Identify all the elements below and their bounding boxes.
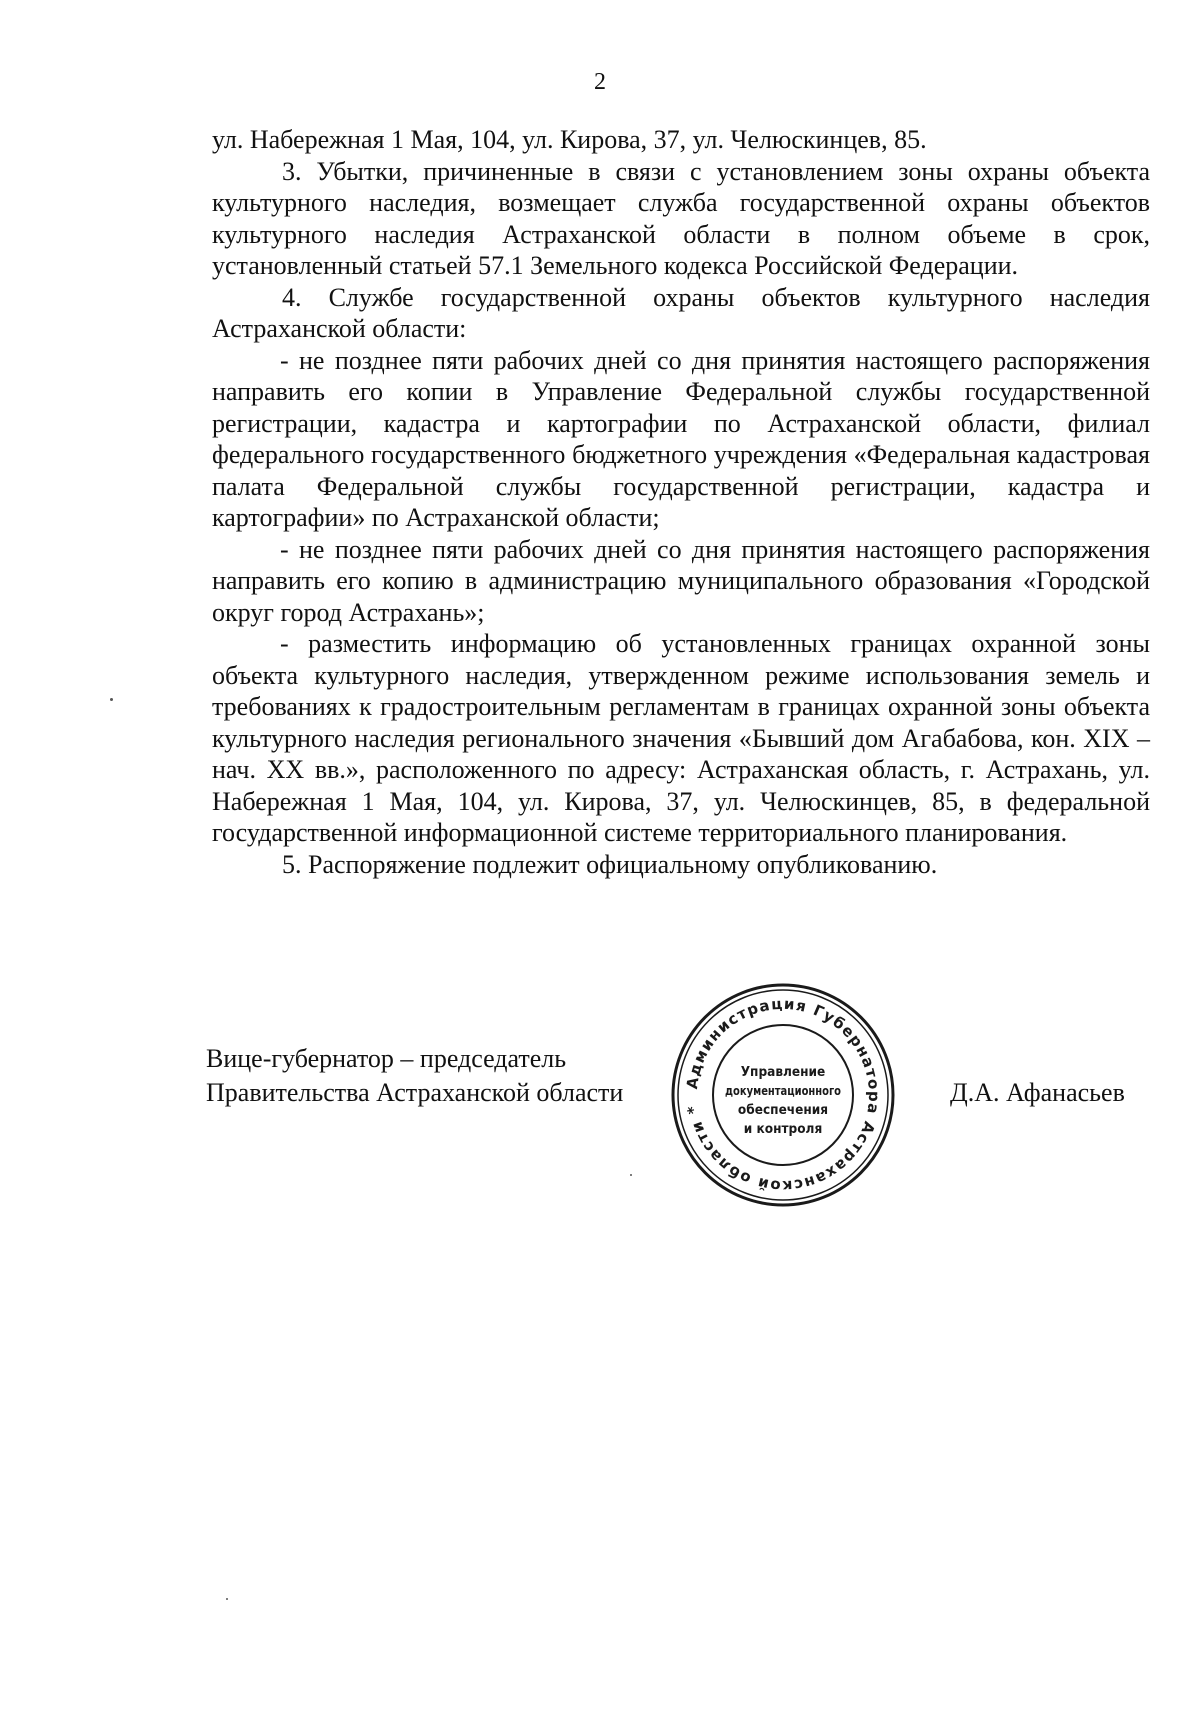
seal-center-line-4: и контроля <box>743 1121 823 1137</box>
scan-speck <box>110 698 113 701</box>
seal-center-line-3: обеспечения <box>737 1102 829 1118</box>
paragraph-item-3: 3. Убытки, причиненные в связи с установлением зоны охраны объекта культурного наследия, возмещает служба государственной охраны объектов культурного наследия Астраханской области в полном объеме в срок, установленный статьей 57.1 Земельного кодекса Российской Федерации. <box>212 156 1150 280</box>
paragraph-item-4-bullet-2: - не позднее пяти рабочих дней со дня принятия настоящего распоряжения направить его копию в администрацию муниципального образования «Городской округ город Астрахань»; <box>212 534 1150 627</box>
paragraph-item-4: 4. Службе государственной охраны объектов культурного наследия Астраханской области: <box>212 282 1150 343</box>
document-body <box>212 124 1150 880</box>
seal-center-line-2: документационного <box>725 1083 842 1098</box>
page-number: 2 <box>594 69 606 95</box>
seal-center-line-1: Управление <box>740 1064 826 1080</box>
scan-speck <box>630 1174 632 1176</box>
paragraph-item-4-bullet-3: - разместить информацию об установленных границах охранной зоны объекта культурного наследия, утвержденном режиме использования земель и требованиях к градостроительным регламентам в границах охранной зоны объекта культурного наследия регионального значения «Бывший дом Агабабова, кон. XIX – нач. XX вв.», расположенного по адресу: Астраханская область, г. Астрахань, ул. Набережная 1 Мая, 104, ул. Кирова, 37, ул. Челюскинцев, 85, в федеральной государственной информационной системе территориального планирования. <box>212 629 1150 847</box>
signer-title-line-1: Вице-губернатор – председатель <box>206 1044 567 1073</box>
signer-title <box>206 1042 623 1110</box>
signer-name: Д.А. Афанасьев <box>950 1078 1125 1107</box>
paragraph-item-5: 5. Распоряжение подлежит официальному опубликованию. <box>282 849 938 879</box>
paragraph-item-4-bullet-1: - не позднее пяти рабочих дней со дня принятия настоящего распоряжения направить его копии в Управление Федеральной службы государственной регистрации, кадастра и картографии по Астраханской области, филиал федерального государственного бюджетного учреждения «Федеральная кадастровая палата Федеральной службы государственной регистрации, кадастра и картографии» по Астраханской области; <box>212 345 1150 532</box>
seal-ring-text: Администрация Губернатора Астраханской области * <box>683 994 884 1196</box>
official-seal-stamp <box>668 980 898 1210</box>
seal-icon <box>668 980 898 1210</box>
scan-speck <box>226 1598 228 1600</box>
signer-title-line-2: Правительства Астраханской области <box>206 1078 624 1107</box>
paragraph-address-continuation: ул. Набережная 1 Мая, 104, ул. Кирова, 37, ул. Челюскинцев, 85. <box>212 125 927 154</box>
